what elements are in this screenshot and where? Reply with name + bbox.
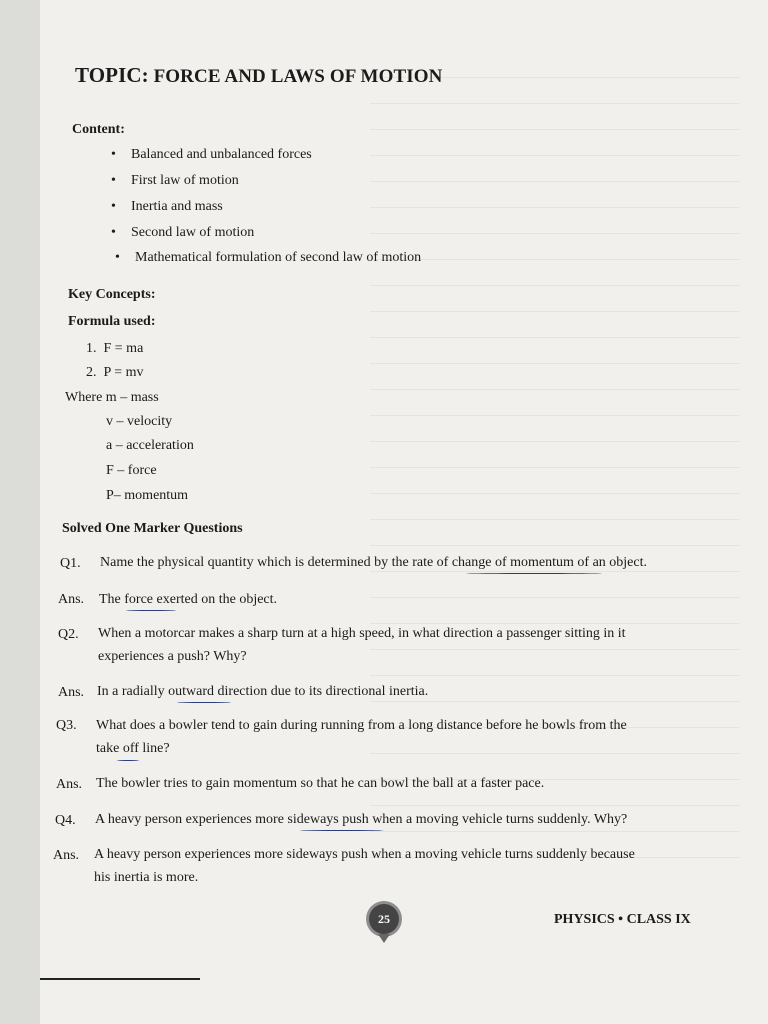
scan-edge-line — [40, 978, 200, 980]
formula-1 — [86, 341, 143, 357]
content-item: • Mathematical formulation of second law of motion — [135, 250, 421, 266]
show-through-texture — [370, 60, 740, 880]
question-text: A heavy person experiences more sideways push when a moving vehicle turns suddenly. Why? — [95, 812, 628, 827]
formula-number: 1. — [86, 341, 97, 356]
answer-text: A heavy person experiences more sideways push when a moving vehicle turns suddenly because — [94, 847, 635, 862]
page-number-badge — [369, 904, 399, 934]
content-heading: Content: — [72, 122, 125, 137]
question-text: experiences a push? Why? — [98, 649, 247, 664]
question-label: Q1. — [60, 556, 81, 571]
title-text: FORCE AND LAWS OF MOTION — [153, 66, 443, 87]
page-number: 25 — [378, 911, 390, 926]
pen-underline — [126, 610, 176, 611]
solved-heading: Solved One Marker Questions — [62, 521, 243, 536]
pen-underline — [466, 573, 602, 574]
answer-label: Ans. — [56, 777, 83, 792]
formula-text: P = mv — [103, 365, 144, 380]
content-item: • First law of motion — [131, 173, 239, 189]
question-text: take off line? — [96, 741, 170, 756]
answer-text: The bowler tries to gain momentum so that he can bowl the ball at a faster pace. — [96, 776, 545, 791]
definition: P– momentum — [106, 488, 189, 503]
content-item: • Second law of motion — [131, 225, 254, 241]
definition: v – velocity — [106, 414, 173, 429]
pen-underline — [117, 760, 139, 761]
definition: F – force — [106, 463, 157, 478]
question-text: What does a bowler tend to gain during running from a long distance before he bowls from the — [96, 718, 627, 733]
answer-text: The force exerted on the object. — [99, 592, 278, 607]
formula-2 — [86, 365, 144, 381]
answer-text: In a radially outward direction due to its directional inertia. — [97, 684, 429, 699]
question-label: Q4. — [55, 813, 76, 828]
topic-label: TOPIC: — [75, 63, 149, 87]
formula-number: 2. — [86, 365, 97, 380]
content-item: • Balanced and unbalanced forces — [131, 147, 312, 163]
document-page — [40, 0, 768, 1024]
pen-underline — [177, 702, 231, 703]
key-concepts-heading: Key Concepts: — [68, 287, 156, 302]
page-title — [75, 63, 442, 88]
definition: a – acceleration — [106, 438, 194, 453]
answer-label: Ans. — [58, 592, 85, 607]
answer-label: Ans. — [53, 848, 80, 863]
where-text: Where m – mass — [65, 390, 159, 405]
formula-heading: Formula used: — [68, 314, 156, 329]
question-text: Name the physical quantity which is determined by the rate of change of momentum of an object. — [100, 555, 647, 570]
question-label: Q2. — [58, 627, 79, 642]
answer-text: his inertia is more. — [94, 870, 199, 885]
formula-text: F = ma — [103, 341, 144, 356]
footer-subject: PHYSICS • CLASS IX — [554, 912, 691, 927]
question-text: When a motorcar makes a sharp turn at a high speed, in what direction a passenger sitting in it — [98, 626, 626, 641]
content-item: • Inertia and mass — [131, 199, 223, 215]
pen-underline — [300, 830, 384, 831]
question-label: Q3. — [56, 718, 77, 733]
answer-label: Ans. — [58, 685, 85, 700]
